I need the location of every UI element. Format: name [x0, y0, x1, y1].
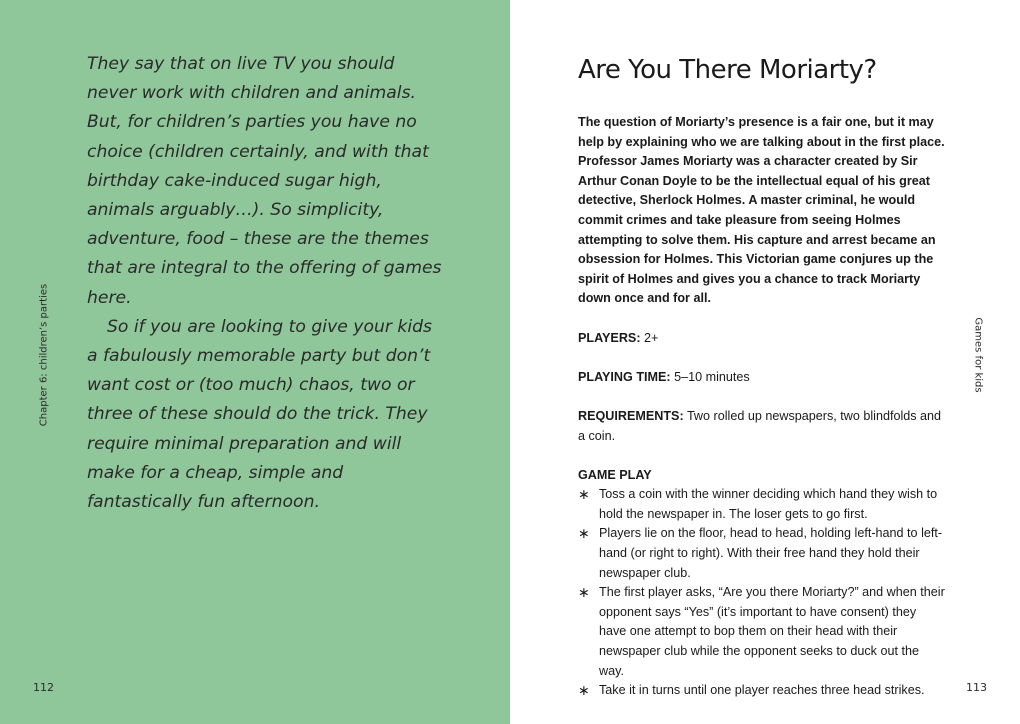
list-item — [578, 524, 946, 583]
asterisk-bullet-icon: ∗ — [578, 682, 590, 699]
page-number-right: 113 — [966, 681, 987, 694]
asterisk-bullet-icon: ∗ — [578, 584, 590, 601]
players-label: PLAYERS: — [578, 330, 641, 345]
playing-time-label: PLAYING TIME: — [578, 369, 671, 384]
running-head-left: Chapter 6: children’s parties — [38, 283, 50, 427]
intro-paragraph-2: So if you are looking to give your kids a fabulously memorable party but don’t want cost or (too much) chaos, two or three of these should do the trick. They require minimal preparation and will make for a cheap, simple and fantastically fun afternoon. — [87, 316, 432, 513]
rule-text: The first player asks, “Are you there Moriarty?” and when their opponent says “Yes” (it’s important to have consent) they have one attempt to bop them on their head with their newspaper club while the opponent seeks to duck out the way. — [599, 585, 945, 678]
game-title: Are You There Moriarty? — [578, 55, 877, 85]
game-intro: The question of Moriarty’s presence is a fair one, but it may help by explaining who we are talking about in the first place. Professor James Moriarty was a character created by Sir Arthur Conan Doyle to be the intellectual equal of his great detective, Sherlock Holmes. A master criminal, he would commit crimes and take pleasure from seeing Holmes attempting to solve them. His capture and arrest became an obsession for Holmes. This Victorian game conjures up the spirit of Holmes and gives you a chance to track Moriarty down once and for all. — [578, 115, 945, 306]
game-play-heading: GAME PLAY — [578, 467, 652, 482]
game-body — [578, 113, 946, 701]
running-head-right: Games for kids — [972, 317, 984, 393]
requirements-label: REQUIREMENTS: — [578, 408, 684, 423]
playing-time-value: 5–10 minutes — [674, 369, 750, 384]
page-number-left: 112 — [33, 681, 54, 694]
requirements-line — [578, 407, 946, 446]
rule-text: Players lie on the floor, head to head, holding left-hand to left-hand (or right to right). With their free hand they hold their newspaper club. — [599, 526, 943, 580]
chapter-intro-text — [87, 50, 447, 517]
asterisk-bullet-icon: ∗ — [578, 486, 590, 503]
rule-text: Toss a coin with the winner deciding which hand they wish to hold the newspaper in. The loser gets to go first. — [599, 487, 938, 521]
game-play-list — [578, 485, 946, 701]
intro-paragraph-1: They say that on live TV you should never work with children and animals. But, for children’s parties you have no choice (children certainly, and with that birthday cake-induced sugar high, animals arguably…). So simplicity, adventure, food – these are the themes that are integral to the offering of games here. — [87, 54, 442, 308]
requirements-value: Two rolled up newspapers, two blindfolds and a coin. — [578, 408, 942, 443]
asterisk-bullet-icon: ∗ — [578, 525, 590, 542]
rule-text: Take it in turns until one player reaches three head strikes. — [599, 683, 925, 698]
players-line — [578, 329, 946, 349]
players-value: 2+ — [644, 330, 659, 345]
list-item — [578, 485, 946, 524]
playing-time-line — [578, 368, 946, 388]
list-item — [578, 681, 946, 701]
list-item — [578, 583, 946, 681]
